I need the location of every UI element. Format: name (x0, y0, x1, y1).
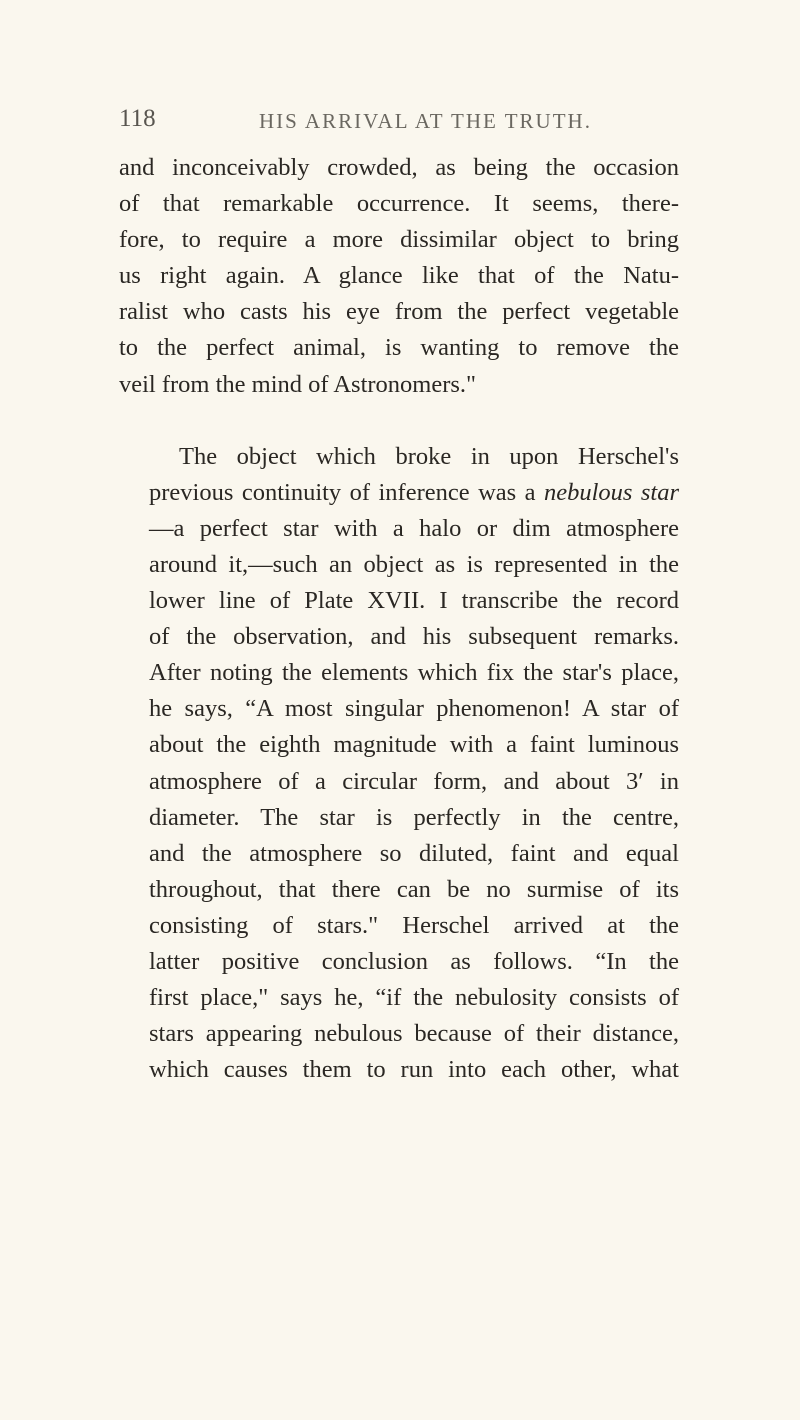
text-line: of the observation, and his subsequent remarks. (149, 623, 679, 651)
text-line: —a perfect star with a halo or dim atmosphere (149, 514, 679, 542)
text-line: stars appearing nebulous because of their distance, (149, 1020, 679, 1048)
text-segment: previous continuity of inference was a (149, 478, 544, 506)
text-line: consisting of stars." Herschel arrived at the (149, 911, 679, 939)
text-line: veil from the mind of Astronomers." (119, 370, 477, 398)
text-line: lower line of Plate XVII. I transcribe the record (149, 587, 679, 615)
text-line: us right again. A glance like that of the Natu- (119, 262, 679, 290)
running-head (119, 105, 678, 145)
text-line: After noting the elements which fix the star's place, (149, 659, 679, 687)
text-line: which causes them to run into each other, what (149, 1056, 679, 1084)
text-line: around it,—such an object as is represented in the (149, 550, 679, 578)
text-line: atmosphere of a circular form, and about 3′ in (149, 767, 679, 795)
body-text (119, 150, 679, 1088)
text-line: and the atmosphere so diluted, faint and equal (149, 839, 679, 867)
text-line: fore, to require a more dissimilar object to bring (119, 226, 679, 254)
text-line (119, 475, 679, 511)
text-line: to the perfect animal, is wanting to remove the (119, 334, 679, 362)
text-line: first place," says he, “if the nebulosity consists of (149, 984, 679, 1012)
text-line: he says, “A most singular phenomenon! A star of (149, 695, 679, 723)
text-line: diameter. The star is perfectly in the centre, (149, 803, 679, 831)
text-line: throughout, that there can be no surmise of its (149, 875, 679, 903)
paragraph-2 (119, 439, 679, 1089)
text-line: ralist who casts his eye from the perfect vegetable (119, 298, 679, 326)
italic-term: nebulous star (543, 478, 679, 506)
text-line: and inconceivably crowded, as being the occasion (119, 154, 679, 181)
text-line: of that remarkable occurrence. It seems, there- (119, 190, 679, 218)
page-number: 118 (119, 105, 156, 132)
text-line: latter positive conclusion as follows. “In the (149, 947, 679, 975)
running-title: HIS ARRIVAL AT THE TRUTH. (259, 109, 592, 133)
text-line: The object which broke in upon Herschel's (179, 442, 679, 470)
text-line: about the eighth magnitude with a faint luminous (149, 731, 679, 759)
paragraph-1 (119, 150, 679, 403)
